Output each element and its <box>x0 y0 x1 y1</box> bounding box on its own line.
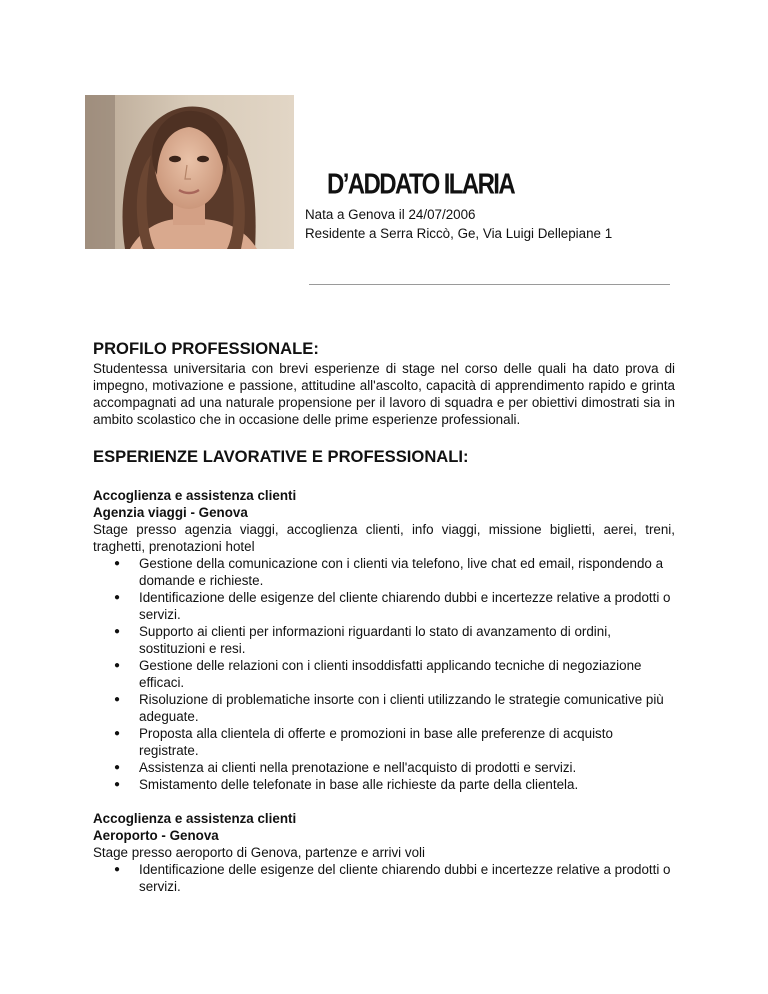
residence-info: Residente a Serra Riccò, Ge, Via Luigi Dellepiane 1 <box>305 226 613 241</box>
job-bullet-list <box>93 861 675 895</box>
job-bullet-list <box>93 555 675 793</box>
bullet-item: ● Proposta alla clientela di offerte e promozioni in base alle preferenze di acquisto registrate. <box>93 725 675 759</box>
job-place: Aeroporto - Genova <box>93 828 219 843</box>
birth-info: Nata a Genova il 24/07/2006 <box>305 207 476 222</box>
profile-heading: PROFILO PROFESSIONALE: <box>93 339 319 358</box>
personal-info <box>305 205 612 243</box>
portrait-image <box>85 95 294 249</box>
bullet-item: ● Assistenza ai clienti nella prenotazione e nell'acquisto di prodotti e servizi. <box>93 759 675 776</box>
bullet-item: ● Identificazione delle esigenze del cliente chiarendo dubbi e incertezze relative a prodotti o servizi. <box>93 861 675 895</box>
job-place: Agenzia viaggi - Genova <box>93 505 248 520</box>
profile-text: Studentessa universitaria con brevi esperienze di stage nel corso delle quali ha dato prova di impegno, motivazione e passione, attitudine all'ascolto, capacità di apprendimento rapido e grinta accompagnati ad una naturale propensione per il lavoro di squadra e per obiettivi dimostrati sia in ambito scolastico che in occasione delle prime esperienze professionali. <box>93 361 675 427</box>
experience-heading: ESPERIENZE LAVORATIVE E PROFESSIONALI: <box>93 447 469 466</box>
candidate-name: D’ADDATO ILARIA <box>327 168 515 201</box>
bullet-item: ● Smistamento delle telefonate in base alle richieste da parte della clientela. <box>93 776 675 793</box>
bullet-item: ● Gestione della comunicazione con i clienti via telefono, live chat ed email, rispondendo a domande e richieste. <box>93 555 675 589</box>
job-title: Accoglienza e assistenza clienti <box>93 488 297 503</box>
job-title: Accoglienza e assistenza clienti <box>93 811 297 826</box>
bullet-item: ● Gestione delle relazioni con i clienti insoddisfatti applicando tecniche di negoziazione efficaci. <box>93 657 675 691</box>
header-divider <box>309 284 670 285</box>
job-entry <box>93 487 675 793</box>
job-description: Stage presso aeroporto di Genova, partenze e arrivi voli <box>93 845 425 860</box>
cv-content <box>93 338 675 895</box>
bullet-item: ● Identificazione delle esigenze del cliente chiarendo dubbi e incertezze relative a prodotti o servizi. <box>93 589 675 623</box>
job-description: Stage presso agenzia viaggi, accoglienza clienti, info viaggi, missione biglietti, aerei, treni, traghetti, prenotazioni hotel <box>93 522 675 554</box>
profile-photo <box>85 95 294 249</box>
bullet-item: ● Risoluzione di problematiche insorte con i clienti utilizzando le strategie comunicative più adeguate. <box>93 691 675 725</box>
job-entry <box>93 810 675 895</box>
bullet-item: ● Supporto ai clienti per informazioni riguardanti lo stato di avanzamento di ordini, sostituzioni e resi. <box>93 623 675 657</box>
